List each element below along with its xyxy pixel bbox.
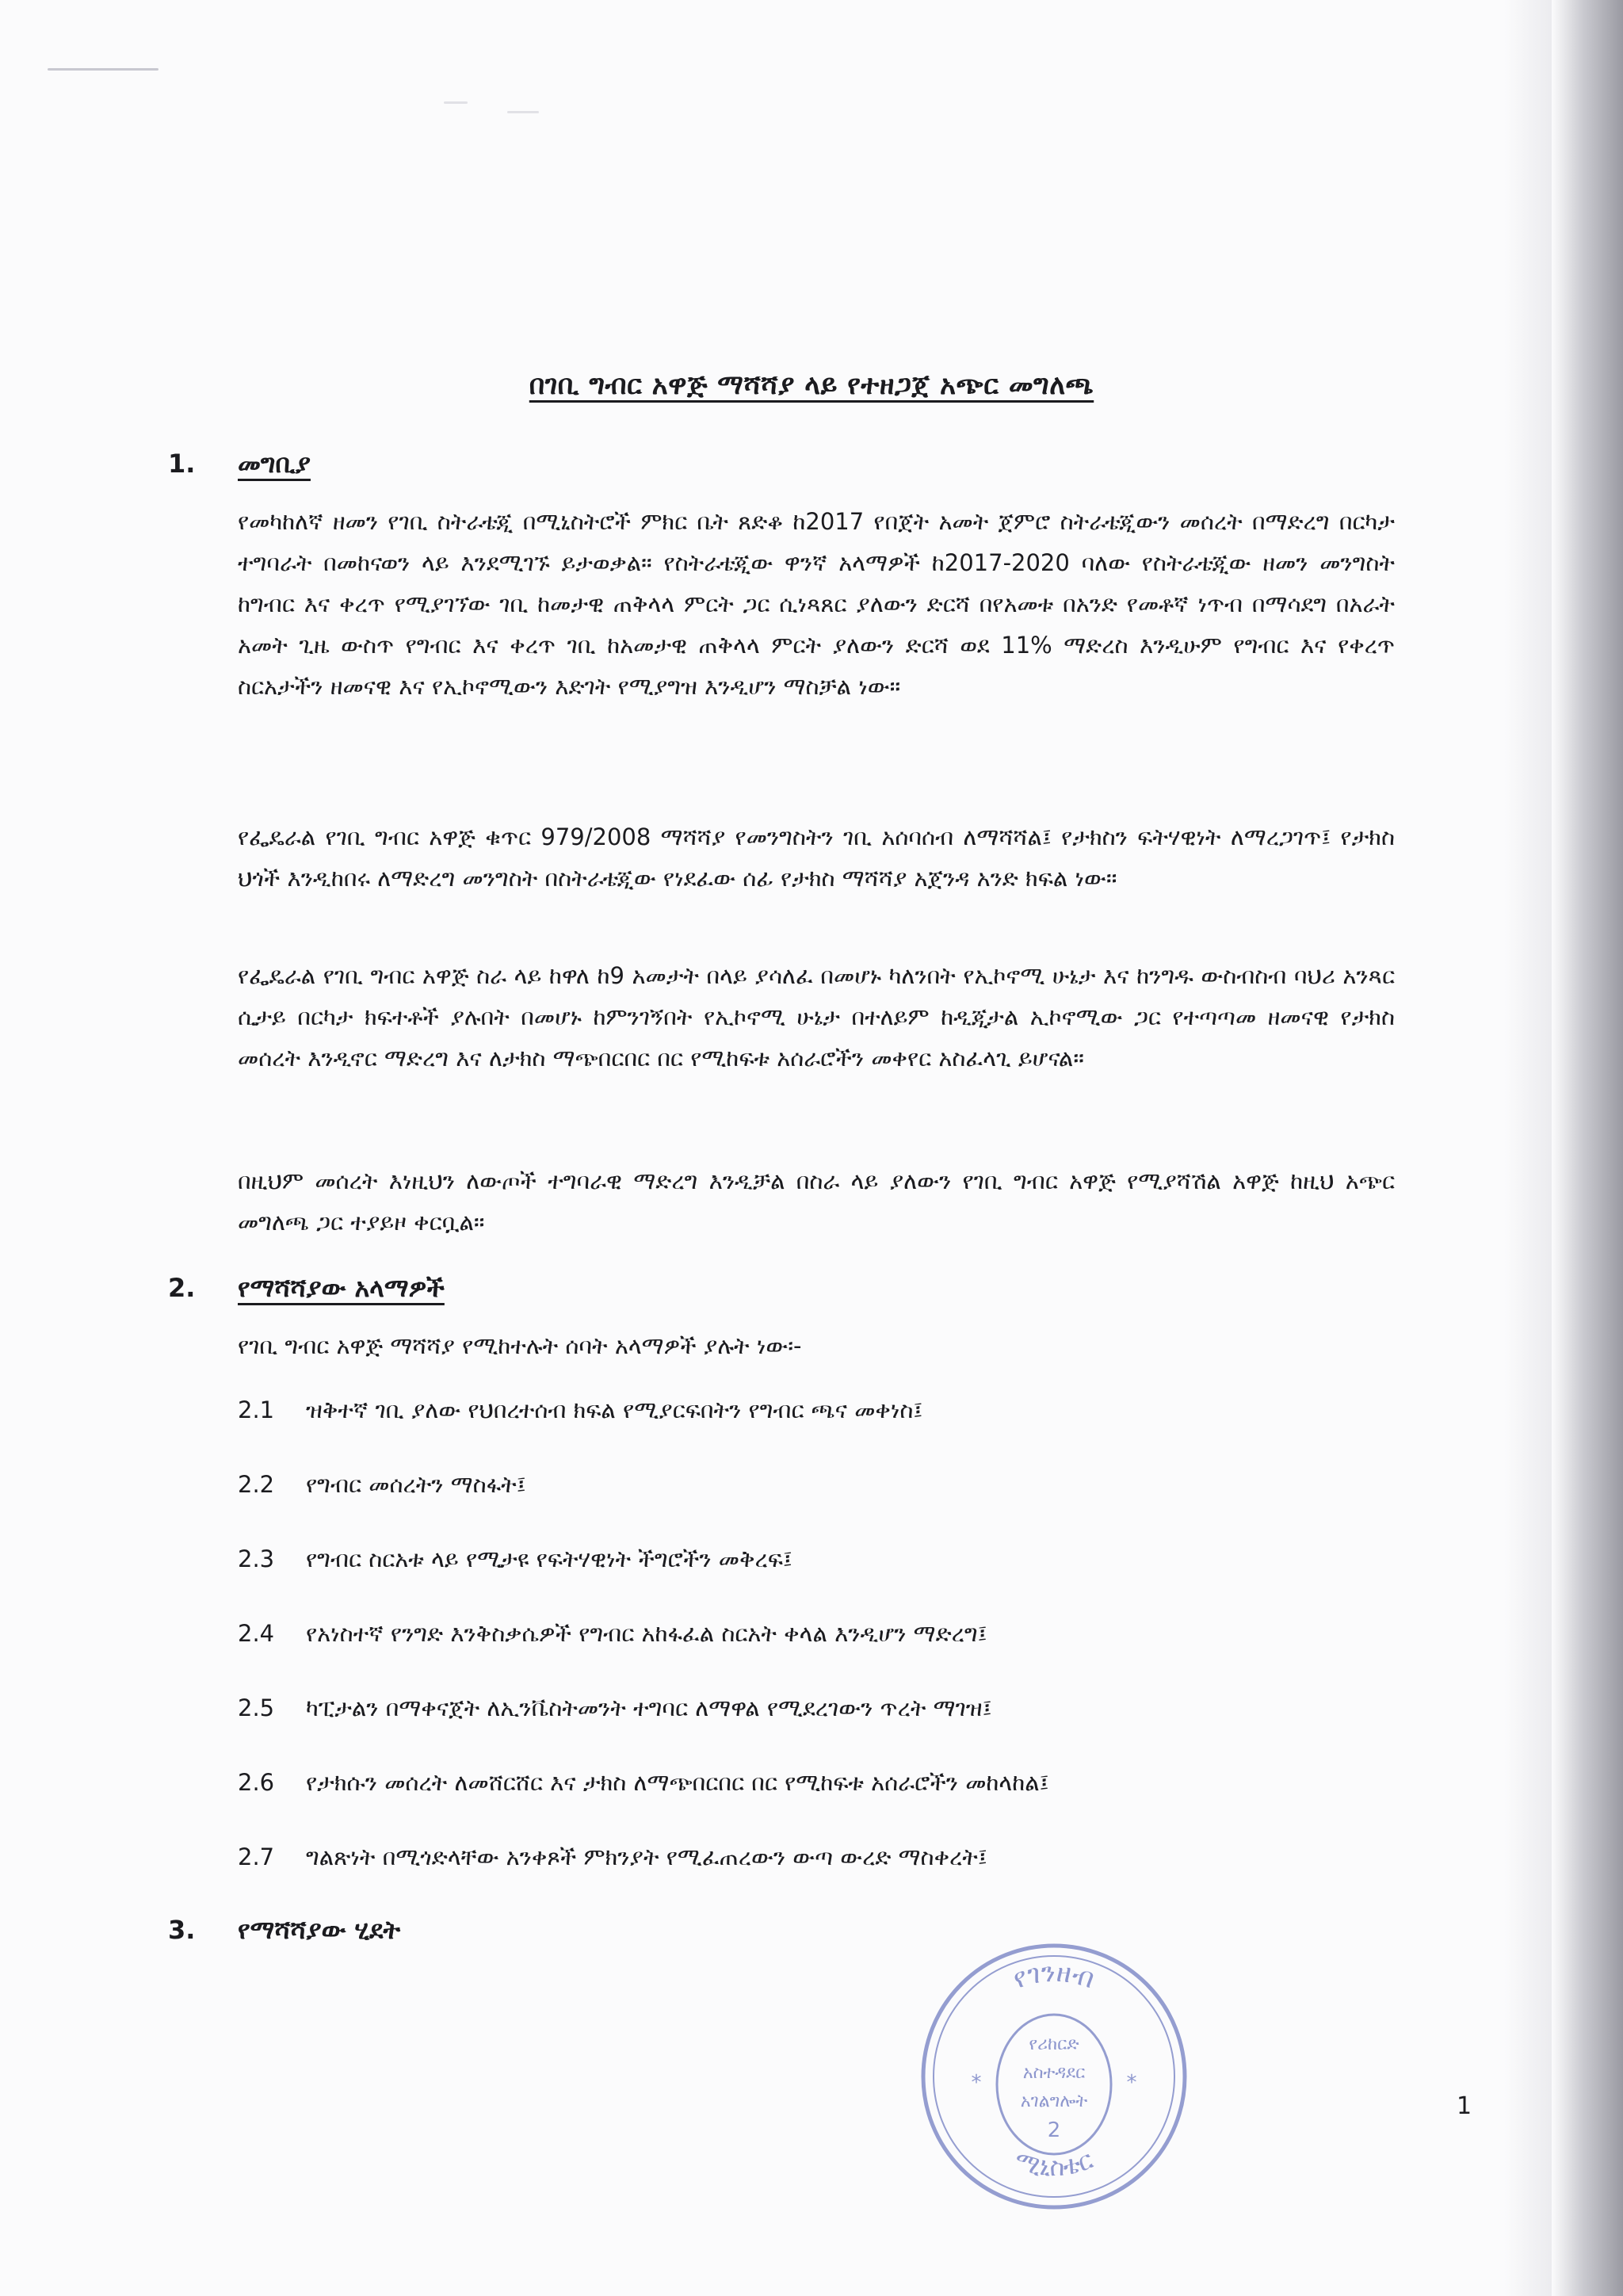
stamp-star-icon: * [1126,2071,1137,2095]
section-2-heading [168,1273,445,1304]
list-item-text: የግብር ስርአቱ ላይ የሚታዩ የፍትሃዊነት ችግሮችን መቅረፍ፤ [306,1545,792,1572]
list-item [238,1620,1395,1648]
list-item [238,1545,1395,1573]
stamp-inner-line: የሪከርድ [1029,2034,1079,2054]
list-item-number: 2.4 [238,1620,275,1647]
stamp-inner-line: አገልግሎት [1020,2092,1088,2111]
list-item [238,1769,1395,1797]
section-number: 3. [168,1915,196,1945]
list-item-number: 2.1 [238,1396,275,1423]
section-number: 1. [168,449,196,479]
section-1-heading [168,449,311,479]
list-item-text: የታክሱን መሰረት ለመሸርሸር እና ታክስ ለማጭበርበር በር የሚከፍቱ አሰራሮችን መከላከል፤ [306,1769,1049,1796]
scan-edge-shadow [1552,0,1623,2296]
scan-artifact [444,101,468,104]
paragraph: የመካከለኛ ዘመን የገቢ ስትራቴጂ በሚኒስትሮች ምክር ቤት ጸድቆ ከ2017 የበጀት አመት ጀምሮ ስትራቴጂውን መሰረት በማድረግ በርካታ ተግባራት በመከናወን ላይ እንደሚገኙ ይታወቃል። የስትራቴጂው ዋንኛ አላማዎች ከ2017-2020 ባለው የስትራቴጂው ዘመን መንግስት ከግብር እና ቀረጥ የሚያገኘው ገቢ ከመታዊ ጠቅላላ ምርት ጋር ሲነጻጸር ያለውን ድርሻ በየአመቱ በአንድ የመቶኛ ነጥብ በማሳደግ በአራት አመት ጊዜ ውስጥ የግብር እና ቀረጥ ገቢ ከአመታዊ ጠቅላላ ምርት ያለውን ድርሻ ወደ 11% ማድረስ እንዲሁም የግብር እና የቀረጥ ስርአታችን ዘመናዊ እና የኢኮኖሚውን እድገት የሚያግዝ እንዲሆን ማስቻል ነው። [238,508,1395,700]
list-item-text: ግልጽነት በሚጎድላቸው አንቀጾች ምክንያት የሚፈጠረውን ውጣ ውረድ ማስቀረት፤ [306,1843,987,1870]
scan-edge-gradient [1504,0,1552,2296]
stamp-text-bottom: ሚኒስቴር [1010,2144,1098,2183]
list-item-text: የአነስተኛ የንግድ እንቅስቃሴዎች የግብር አከፋፈል ስርአት ቀላል እንዲሆን ማድረግ፤ [306,1620,987,1647]
section-title: መግቢያ [238,449,311,479]
list-item-number: 2.2 [238,1471,275,1498]
paragraph: በዚህም መሰረት እነዚህን ለውጦች ተግባራዊ ማድረግ እንዲቻል በስራ ላይ ያለውን የገቢ ግብር አዋጅ የሚያሻሽል አዋጅ ከዚህ አጭር መግለጫ ጋር ተያይዞ ቀርቧል። [238,1167,1395,1236]
list-item-text: ካፒታልን በማቀናጀት ለኢንቬስትመንት ተግባር ለማዋል የሚደረገውን ጥረት ማገዝ፤ [306,1694,992,1721]
list-item [238,1396,1395,1424]
page-number: 1 [1457,2092,1472,2120]
section-intro: የገቢ ግብር አዋጅ ማሻሻያ የሚከተሉት ሰባት አላማዎች ያሉት ነው፡- [238,1332,802,1359]
stamp-star-icon: * [971,2071,982,2095]
section-title: የማሻሻያው ሂደት [238,1915,401,1945]
list-item-number: 2.5 [238,1694,275,1721]
section-3-heading [168,1915,400,1946]
stamp-inner-line: አስተዳደር [1022,2063,1086,2083]
paragraph: የፌዴራል የገቢ ግብር አዋጅ ስራ ላይ ከዋለ ከ9 አመታት በላይ ያሳለፈ በመሆኑ ካለንበት የኢኮኖሚ ሁኔታ እና ከንግዱ ውስብስብ ባህሪ አንጻር ሲታይ በርካታ ክፍተቶች ያሉበት በመሆኑ ከምንገኝበት የኢኮኖሚ ሁኔታ በተለይም ከዲጂታል ኢኮኖሚው ጋር የተጣጣመ ዘመናዊ የታክስ መሰረት እንዲኖር ማድረግ እና ለታክስ ማጭበርበር በር የሚከፍቱ አሰራሮችን መቀየር አስፈላጊ ይሆናል። [238,962,1395,1072]
list-item [238,1843,1395,1871]
stamp-text-top: የገንዘብ [1009,1956,1098,1996]
list-item-number: 2.6 [238,1769,275,1796]
paragraph: የፌዴራል የገቢ ግብር አዋጅ ቁጥር 979/2008 ማሻሻያ የመንግስትን ገቢ አሰባሰብ ለማሻሻል፤ የታክስን ፍትሃዊነት ለማረጋገጥ፤ የታክስ ህጎች እንዲከበሩ ለማድረግ መንግስት በስትራቴጂው የነደፈው ሰፊ የታክስ ማሻሻያ አጀንዳ አንድ ክፍል ነው። [238,823,1395,892]
scan-artifact [48,68,158,71]
stamp-inner-line: 2 [1047,2118,1061,2142]
list-item-number: 2.7 [238,1843,275,1870]
list-item-number: 2.3 [238,1545,275,1572]
section-number: 2. [168,1273,196,1303]
list-item [238,1471,1395,1499]
section-title: የማሻሻያው አላማዎች [238,1273,445,1303]
list-item-text: የግብር መሰረትን ማስፋት፤ [306,1471,526,1498]
document-title: በገቢ ግብር አዋጅ ማሻሻያ ላይ የተዘጋጀ አጭር መግለጫ [529,369,1094,401]
list-item-text: ዝቅተኛ ገቢ ያለው የህበረተሰብ ክፍል የሚያርፍበትን የግብር ጫና መቀነስ፤ [306,1396,923,1423]
list-item [238,1694,1395,1722]
official-stamp [911,1934,1197,2219]
scan-artifact [507,111,539,113]
